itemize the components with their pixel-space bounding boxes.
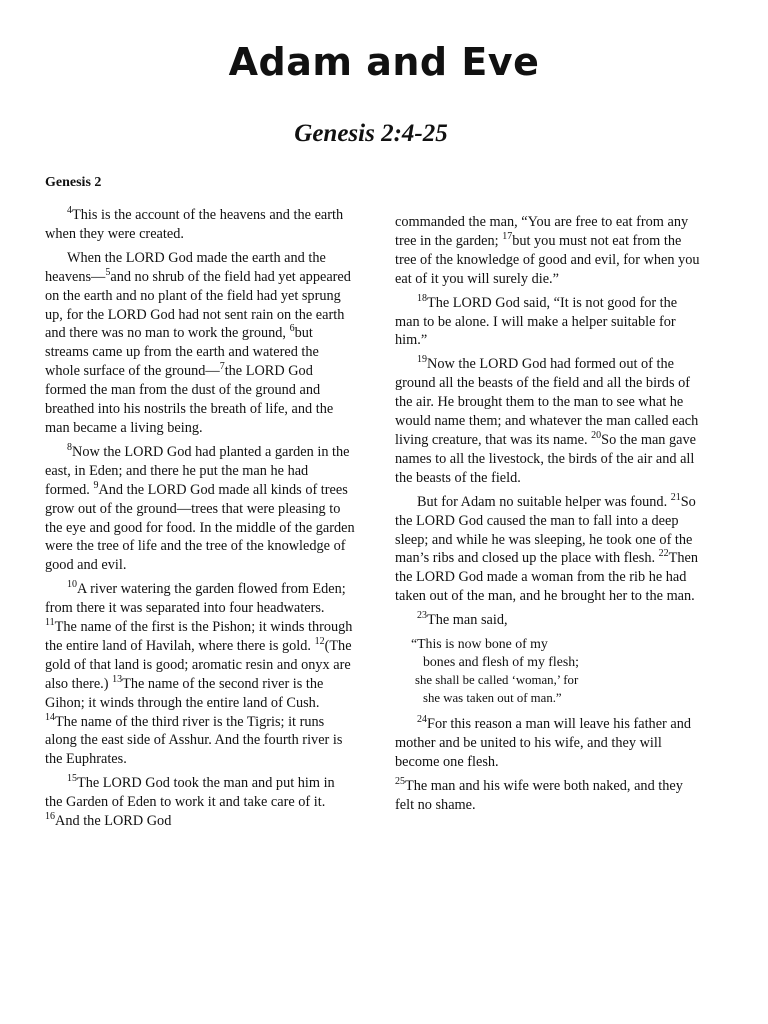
paragraph xyxy=(45,774,355,831)
verse-number: 25 xyxy=(395,775,405,787)
verse-number: 20 xyxy=(591,429,602,441)
verse-text: So the man gave names to all the livestock, the birds of the air and all the beasts of the field. xyxy=(395,431,697,486)
paragraph xyxy=(45,443,355,575)
verse-number: 21 xyxy=(670,491,681,503)
poem-line: she shall be called ‘woman,’ for xyxy=(415,673,579,688)
verse-text: but streams came up from the earth and watered the whole surface of the ground— xyxy=(45,325,319,380)
verse-number: 23 xyxy=(417,610,427,622)
verse-number: 17 xyxy=(502,230,513,242)
verse-text: A river watering the garden flowed from Eden; from there it was separated into four headwaters. xyxy=(45,581,346,617)
page-title: Adam and Eve xyxy=(228,40,540,84)
verse-number: 8 xyxy=(67,441,72,453)
verse-number: 7 xyxy=(219,361,225,373)
verse-number: 18 xyxy=(417,292,427,304)
verse-text: but you must not eat from the tree of the knowledge of good and evil, for when you eat of it you will surely die.” xyxy=(395,232,700,287)
verse-text: The man said, xyxy=(427,612,508,629)
poem-line: she was taken out of man.” xyxy=(423,691,562,706)
verse-text: the LORD God formed the man from the dust of the ground and breathed into his nostrils the breath of life, and the man became a living being. xyxy=(45,363,334,436)
verse-number: 22 xyxy=(658,548,669,560)
verse-text: The LORD God said, “It is not good for the man to be alone. I will make a helper suitable for him.” xyxy=(395,294,678,349)
verse-number: 13 xyxy=(112,673,123,685)
verse-text: But for Adam no suitable helper was found. xyxy=(417,493,671,510)
verse-number: 16 xyxy=(45,811,55,823)
verse-number: 6 xyxy=(289,323,295,335)
verse-text: This is the account of the heavens and the earth when they were created. xyxy=(45,207,344,242)
verse-number: 4 xyxy=(67,205,72,216)
paragraph xyxy=(395,355,703,487)
verse-number: 19 xyxy=(417,354,427,366)
paragraph xyxy=(395,493,703,606)
scripture-reference: Genesis 2:4-25 xyxy=(294,120,448,147)
verse-text: and no shrub of the field had yet appeared on the earth and no plant of the field had yet sprung up, for the LORD God had not sent rain on the earth and there was no man to work the ground, xyxy=(45,268,351,342)
chapter-heading: Genesis 2 xyxy=(45,175,102,190)
verse-text: When the LORD God made the earth and the heavens— xyxy=(45,249,326,285)
verse-text: (The gold of that land is good; aromatic resin and onyx are also there.) xyxy=(45,637,352,692)
paragraph xyxy=(45,249,355,438)
verse-text: Now the LORD God had planted a garden in the east, in Eden; and there he put the man he had formed. xyxy=(45,443,350,498)
verse-text: The LORD God took the man and put him in the Garden of Eden to work it and take care of it. xyxy=(45,775,335,811)
paragraph xyxy=(395,777,703,815)
verse-text: The name of the second river is the Gihon; it winds through the entire land of Cush. xyxy=(45,675,324,711)
verse-text: commanded the man, “You are free to eat from any tree in the garden; xyxy=(395,214,689,249)
right-column xyxy=(395,213,703,820)
poem-line: bones and flesh of my flesh; xyxy=(423,654,579,670)
verse-text: So the LORD God caused the man to fall into a deep sleep; and while he was sleeping, he took one of the man’s ribs and closed up the place with flesh. xyxy=(395,493,696,567)
verse-number: 9 xyxy=(93,479,99,491)
paragraph xyxy=(395,294,703,351)
verse-text: The name of the first is the Pishon; it winds through the entire land of Havilah, where there is gold. xyxy=(45,619,353,654)
verse-number: 11 xyxy=(45,617,55,629)
verse-text: Now the LORD God had formed out of the ground all the beasts of the field and all the birds of the air. He brought them to the man to see what he would name them; and whatever the man called each living creature, that was its name. xyxy=(395,356,699,448)
verse-text: For this reason a man will leave his father and mother and be united to his wife, and they will become one flesh. xyxy=(395,716,692,770)
verse-number: 12 xyxy=(314,635,325,647)
left-column xyxy=(45,206,355,836)
paragraph xyxy=(45,206,355,244)
verse-text: The name of the third river is the Tigris; it runs along the east side of Asshur. And the fourth river is the Euphrates. xyxy=(45,713,343,768)
verse-text: And the LORD God made all kinds of trees grow out of the ground—trees that were pleasing to the eye and good for food. In the middle of the garden were the tree of life and the tree of the knowledge of good and evil. xyxy=(45,481,355,574)
verse-text: The man and his wife were both naked, and they felt no shame. xyxy=(395,777,683,813)
paragraph xyxy=(395,715,703,772)
verse-number: 15 xyxy=(67,773,77,785)
verse-number: 10 xyxy=(67,579,77,591)
verse-text: And the LORD God xyxy=(55,813,172,830)
paragraph xyxy=(395,213,703,289)
paragraph xyxy=(45,580,355,769)
paragraph xyxy=(395,611,703,630)
verse-number: 5 xyxy=(105,266,111,278)
verse-text: Then the LORD God made a woman from the rib he had taken out of the man, and he brought her to the man. xyxy=(395,550,699,605)
poem-line: “This is now bone of my xyxy=(411,636,548,652)
verse-number: 24 xyxy=(417,714,427,726)
poem-block xyxy=(395,635,703,707)
verse-number: 14 xyxy=(45,711,55,723)
